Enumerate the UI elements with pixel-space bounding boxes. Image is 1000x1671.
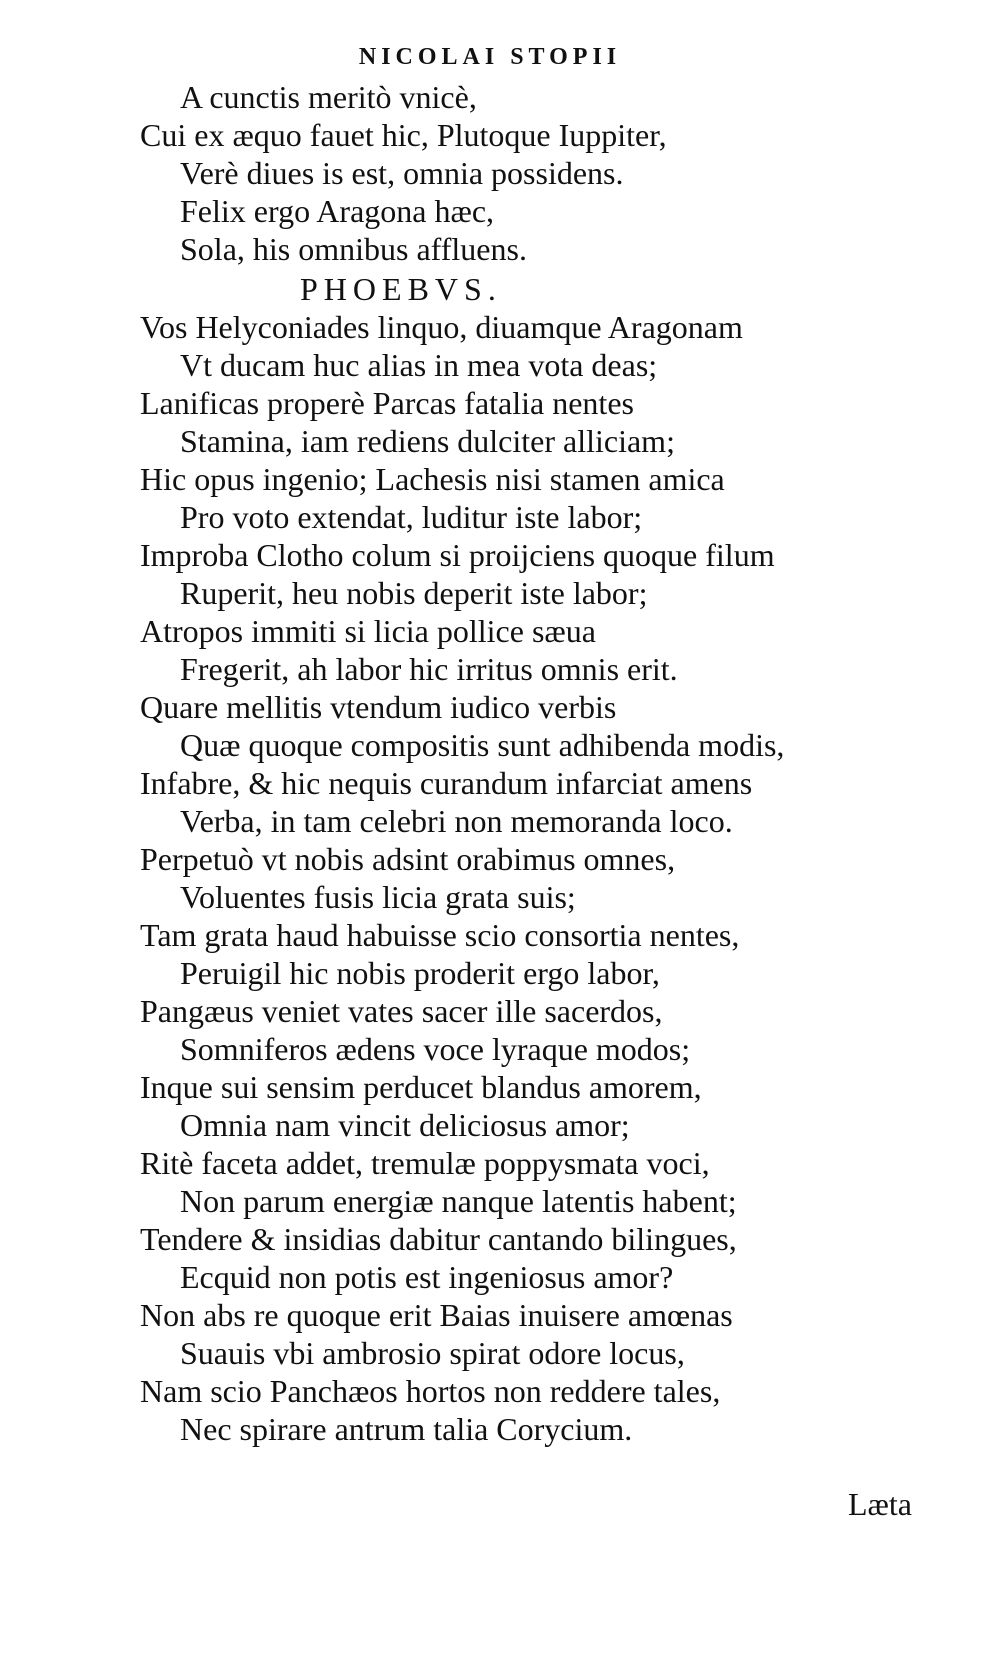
verse-line: Stamina, iam rediens dulciter alliciam; — [180, 423, 675, 459]
verse-line: Nam scio Panchæos hortos non reddere tales, — [140, 1373, 721, 1409]
verse-line: Quæ quoque compositis sunt adhibenda modis, — [180, 727, 785, 763]
verse-line: Pangæus veniet vates sacer ille sacerdos, — [140, 993, 663, 1029]
verse-line: Perpetuò vt nobis adsint orabimus omnes, — [140, 841, 676, 877]
verse-line: Ritè faceta addet, tremulæ poppysmata voci, — [140, 1145, 710, 1181]
opening-line: A cunctis meritò vnicè, — [180, 79, 477, 115]
verse-line: Non parum energiæ nanque latentis habent; — [180, 1183, 737, 1219]
verse-line: Tam grata haud habuisse scio consortia nentes, — [140, 917, 740, 953]
verse-line: Inque sui sensim perducet blandus amorem, — [140, 1069, 702, 1105]
verse-line: Somniferos ædens voce lyraque modos; — [180, 1031, 691, 1067]
verse-line: Verba, in tam celebri non memoranda loco. — [180, 803, 733, 839]
verse-line: Pro voto extendat, luditur iste labor; — [180, 499, 643, 535]
opening-line: Cui ex æquo fauet hic, Plutoque Iuppiter, — [140, 117, 667, 153]
verse-line: Hic opus ingenio; Lachesis nisi stamen amica — [140, 461, 725, 497]
speaker-heading: PHOEBVS. — [300, 271, 502, 307]
verse-line: Quare mellitis vtendum iudico verbis — [140, 689, 617, 725]
verse-line: Voluentes fusis licia grata suis; — [180, 879, 576, 915]
verse-line: Ecquid non potis est ingeniosus amor? — [180, 1259, 674, 1295]
verse-line: Fregerit, ah labor hic irritus omnis erit. — [180, 651, 678, 687]
opening-line: Sola, his omnibus affluens. — [180, 231, 527, 267]
verse-line: Vt ducam huc alias in mea vota deas; — [180, 347, 658, 383]
verse-line: Improba Clotho colum si proijciens quoque filum — [140, 537, 775, 573]
opening-line: Verè diues is est, omnia possidens. — [180, 155, 624, 191]
verse-line: Atropos immiti si licia pollice sæua — [140, 613, 596, 649]
verse-line: Peruigil hic nobis proderit ergo labor, — [180, 955, 660, 991]
verse-line: Vos Helyconiades linquo, diuamque Aragonam — [140, 309, 743, 345]
verse-line: Nec spirare antrum talia Corycium. — [180, 1411, 633, 1447]
verse-line: Ruperit, heu nobis deperit iste labor; — [180, 575, 648, 611]
running-head: NICOLAI STOPII — [358, 44, 622, 70]
verse-line: Infabre, & hic nequis curandum infarciat amens — [140, 765, 753, 801]
catchword: Læta — [848, 1486, 912, 1522]
verse-line: Tendere & insidias dabitur cantando bilingues, — [140, 1221, 737, 1257]
verse-line: Omnia nam vincit deliciosus amor; — [180, 1107, 630, 1143]
verse-line: Suauis vbi ambrosio spirat odore locus, — [180, 1335, 685, 1371]
verse-line: Non abs re quoque erit Baias inuisere amœnas — [140, 1297, 733, 1333]
opening-line: Felix ergo Aragona hæc, — [180, 193, 495, 229]
verse-line: Lanificas properè Parcas fatalia nentes — [140, 385, 634, 421]
